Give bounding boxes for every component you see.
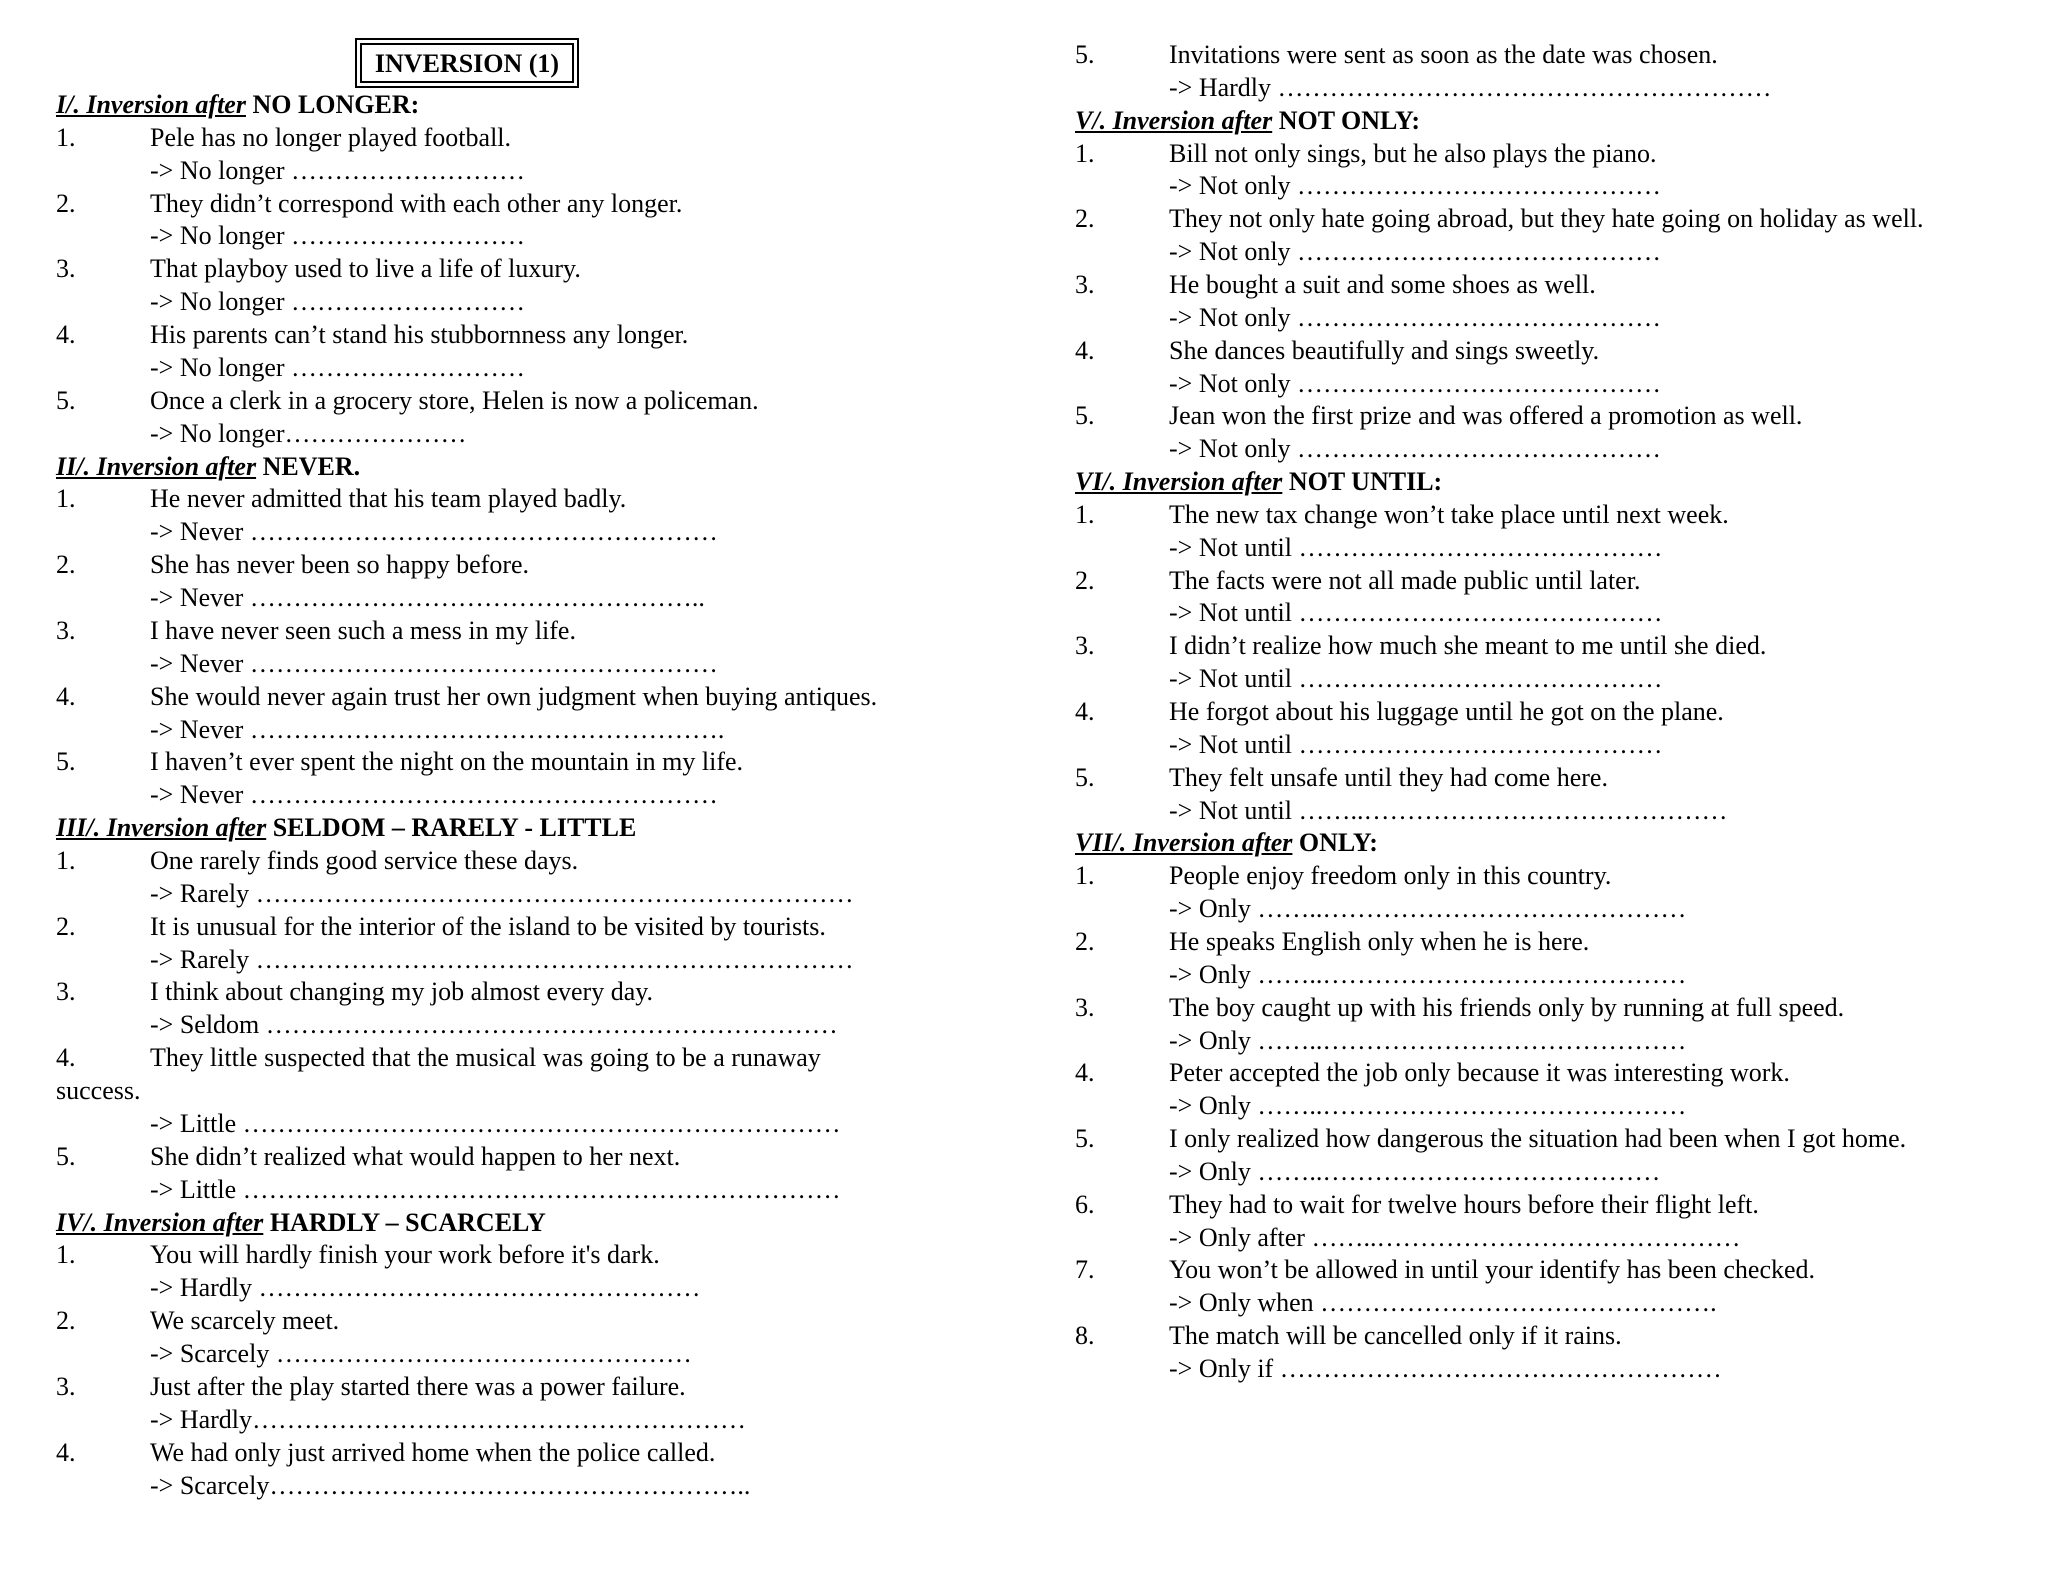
item-number: 5. — [56, 385, 76, 415]
answer-prompt: -> Never ………………………………………………. — [150, 714, 725, 744]
item-sentence: One rarely finds good service these days. — [150, 846, 579, 875]
exercise-item — [56, 252, 1016, 285]
answer-line — [56, 417, 1016, 450]
answer-line — [56, 943, 1016, 976]
answer-prompt: -> Little …………………………………………………………… — [150, 1174, 841, 1204]
exercise-item — [56, 975, 1016, 1008]
item-sentence: You will hardly finish your work before it's dark. — [150, 1240, 660, 1270]
exercise-item — [1075, 1056, 2025, 1089]
section-header — [1075, 465, 1442, 498]
item-sentence: I only realized how dangerous the situation had been when I got home. — [1169, 1124, 1907, 1154]
answer-prompt: -> Only after ……..…………………………………… — [1169, 1222, 1741, 1252]
exercise-item — [1075, 1319, 2025, 1352]
answer-line — [56, 1008, 1016, 1041]
exercise-item — [56, 1436, 1016, 1469]
answer-prompt: -> Not only …………………………………… — [1169, 434, 1662, 464]
answer-prompt: -> No longer ……………………… — [150, 155, 526, 185]
answer-prompt: -> Hardly ………………………………………………… — [1169, 72, 1772, 102]
item-number: 4. — [1075, 697, 1095, 726]
answer-prompt: -> Not only …………………………………… — [1169, 368, 1662, 398]
exercise-item — [56, 745, 1016, 778]
exercise-item — [56, 910, 1016, 943]
item-number: 5. — [1075, 40, 1095, 69]
item-number: 5. — [1075, 762, 1095, 792]
item-number: 4. — [56, 681, 76, 711]
exercise-item — [56, 680, 1016, 713]
item-sentence: They didn’t correspond with each other any longer. — [150, 188, 683, 218]
section-header — [56, 811, 636, 844]
exercise-item — [56, 1238, 1016, 1271]
answer-line — [56, 515, 1016, 548]
answer-prompt: -> Not until …………………………………… — [1169, 729, 1663, 759]
exercise-item — [1075, 695, 2025, 728]
section-header-topic: NO LONGER: — [252, 90, 420, 119]
answer-prompt: -> Seldom ………………………………………………………… — [150, 1010, 838, 1040]
answer-line — [1075, 367, 2025, 400]
exercise-item — [1075, 991, 2025, 1024]
answer-line — [56, 581, 1016, 614]
answer-prompt: -> Not until …………………………………… — [1169, 664, 1663, 694]
exercise-item — [1075, 761, 2025, 794]
answer-prompt: -> Not until ……..…………………………………… — [1169, 795, 1728, 825]
exercise-item — [56, 482, 1016, 515]
item-sentence: It is unusual for the interior of the island to be visited by tourists. — [150, 911, 826, 941]
item-sentence: We scarcely meet. — [150, 1306, 340, 1336]
item-number: 3. — [56, 615, 76, 645]
exercise-item — [1075, 1188, 2025, 1221]
answer-line — [56, 1107, 1016, 1140]
exercise-item — [1075, 38, 2025, 71]
page-title: INVERSION (1) — [360, 43, 574, 83]
item-number: 3. — [56, 1371, 76, 1401]
answer-prompt: -> Never ……………………………………………… — [150, 517, 718, 547]
answer-prompt: -> No longer………………… — [150, 418, 467, 448]
item-sentence: Pele has no longer played football. — [150, 122, 512, 152]
item-sentence: They felt unsafe until they had come here. — [1169, 762, 1608, 792]
section-header-topic: NOT UNTIL: — [1288, 467, 1443, 497]
item-number: 5. — [56, 747, 76, 777]
answer-line — [1075, 1089, 2025, 1122]
exercise-item — [1075, 629, 2025, 662]
section-header-topic: ONLY: — [1298, 828, 1378, 858]
item-number: 3. — [1075, 269, 1095, 299]
answer-line — [56, 219, 1016, 252]
item-sentence: His parents can’t stand his stubbornness any longer. — [150, 320, 689, 350]
exercise-item — [1075, 1122, 2025, 1155]
answer-line — [56, 1337, 1016, 1370]
answer-line — [56, 351, 1016, 384]
answer-prompt: -> No longer ……………………… — [150, 352, 526, 382]
exercise-item — [1075, 334, 2025, 367]
item-sentence: I haven’t ever spent the night on the mountain in my life. — [150, 747, 744, 777]
item-sentence: I have never seen such a mess in my life. — [150, 615, 576, 645]
answer-line — [56, 877, 1016, 910]
answer-prompt: -> No longer ……………………… — [150, 287, 526, 317]
item-sentence-continued: success. — [56, 1076, 141, 1106]
answer-prompt: -> Rarely …………………………………………………………… — [150, 878, 854, 908]
answer-line — [1075, 958, 2025, 991]
exercise-item — [1075, 399, 2025, 432]
item-number: 4. — [1075, 335, 1095, 365]
item-number: 3. — [1075, 631, 1095, 661]
item-number: 4. — [56, 1043, 76, 1073]
item-sentence: He never admitted that his team played badly. — [150, 484, 627, 514]
answer-prompt: -> Scarcely……………………………………………….. — [150, 1470, 751, 1500]
answer-prompt: -> Only if …………………………………………… — [1169, 1354, 1722, 1383]
item-sentence: He speaks English only when he is here. — [1169, 926, 1590, 956]
answer-line — [56, 285, 1016, 318]
item-number: 2. — [56, 911, 76, 941]
item-number: 2. — [56, 550, 76, 580]
answer-prompt: -> Not only …………………………………… — [1169, 237, 1662, 267]
item-sentence: I think about changing my job almost every day. — [150, 977, 654, 1007]
item-number: 2. — [56, 1306, 76, 1336]
section-header — [56, 88, 419, 121]
answer-prompt: -> Only ……..………………………………… — [1169, 1156, 1661, 1186]
item-number: 1. — [1075, 861, 1095, 891]
title-box — [355, 38, 579, 88]
item-number: 1. — [1075, 499, 1095, 529]
answer-line — [56, 713, 1016, 746]
exercise-item — [56, 548, 1016, 581]
item-number: 5. — [56, 1141, 76, 1171]
item-number: 7. — [1075, 1255, 1095, 1285]
section-header — [56, 1206, 546, 1239]
answer-prompt: -> Only ……..…………………………………… — [1169, 1025, 1687, 1055]
answer-line — [1075, 892, 2025, 925]
item-sentence: The facts were not all made public until later. — [1169, 565, 1641, 595]
item-number: 5. — [1075, 401, 1095, 431]
section-header — [56, 450, 360, 483]
item-sentence: She didn’t realized what would happen to her next. — [150, 1141, 681, 1171]
item-sentence: They had to wait for twelve hours before their flight left. — [1169, 1189, 1759, 1219]
answer-line — [1075, 71, 2025, 104]
answer-line — [1075, 596, 2025, 629]
answer-prompt: -> Only ……..…………………………………… — [1169, 894, 1687, 924]
answer-prompt: -> Not until …………………………………… — [1169, 532, 1663, 562]
answer-line — [1075, 1286, 2025, 1319]
answer-prompt: -> Not until …………………………………… — [1169, 598, 1663, 628]
answer-line — [56, 778, 1016, 811]
answer-prompt: -> Hardly …………………………………………… — [150, 1273, 701, 1303]
exercise-item — [56, 121, 1016, 154]
item-sentence: That playboy used to live a life of luxury. — [150, 254, 581, 284]
item-sentence: Invitations were sent as soon as the date was chosen. — [1169, 40, 1718, 69]
answer-line — [1075, 235, 2025, 268]
item-number: 2. — [1075, 565, 1095, 595]
answer-prompt: -> Scarcely ………………………………………… — [150, 1339, 692, 1369]
item-sentence: People enjoy freedom only in this country. — [1169, 861, 1612, 891]
item-number: 2. — [1075, 204, 1095, 234]
answer-line — [1075, 531, 2025, 564]
section-header-label: II/. Inversion after — [56, 451, 257, 481]
section-header-topic: NOT ONLY: — [1278, 105, 1421, 135]
section-header — [1075, 826, 1378, 859]
item-sentence: The boy caught up with his friends only by running at full speed. — [1169, 992, 1845, 1022]
answer-prompt: -> Rarely …………………………………………………………… — [150, 944, 854, 974]
answer-prompt: -> Only ……..…………………………………… — [1169, 959, 1687, 989]
section-header-label: VI/. Inversion after — [1075, 467, 1283, 497]
item-sentence: You won’t be allowed in until your identify has been checked. — [1169, 1255, 1816, 1285]
item-number: 4. — [1075, 1058, 1095, 1088]
answer-line — [1075, 728, 2025, 761]
item-sentence: Just after the play started there was a power failure. — [150, 1371, 686, 1401]
item-sentence: We had only just arrived home when the police called. — [150, 1437, 716, 1467]
section-header-label: I/. Inversion after — [56, 90, 246, 119]
item-number: 1. — [56, 846, 76, 875]
item-number: 8. — [1075, 1321, 1095, 1351]
section-header-label: IV/. Inversion after — [56, 1207, 264, 1237]
section-header-label: III/. Inversion after — [56, 813, 267, 843]
item-sentence: He bought a suit and some shoes as well. — [1169, 269, 1596, 299]
answer-line — [56, 1271, 1016, 1304]
section-header-topic: NEVER. — [262, 451, 361, 481]
exercise-item — [56, 1140, 1016, 1173]
answer-line — [1075, 169, 2025, 202]
section-header-topic: SELDOM – RARELY - LITTLE — [272, 813, 637, 843]
answer-prompt: -> No longer ……………………… — [150, 221, 526, 251]
item-sentence: She has never been so happy before. — [150, 550, 530, 580]
exercise-item — [56, 1041, 1016, 1074]
section-header — [1075, 104, 1420, 137]
answer-prompt: -> Little …………………………………………………………… — [150, 1108, 841, 1138]
answer-prompt: -> Never …………………………………………….. — [150, 583, 705, 613]
exercise-item — [56, 1304, 1016, 1337]
item-sentence: She dances beautifully and sings sweetly. — [1169, 335, 1600, 365]
item-number: 3. — [56, 977, 76, 1007]
item-sentence: Jean won the first prize and was offered a promotion as well. — [1169, 401, 1803, 431]
exercise-item — [1075, 1253, 2025, 1286]
exercise-item — [1075, 859, 2025, 892]
exercise-item — [1075, 202, 2025, 235]
section-header-label: VII/. Inversion after — [1075, 828, 1293, 858]
answer-line — [1075, 1024, 2025, 1057]
exercise-item — [56, 318, 1016, 351]
item-number: 1. — [56, 1240, 76, 1270]
item-sentence: Peter accepted the job only because it was interesting work. — [1169, 1058, 1790, 1088]
exercise-item — [1075, 498, 2025, 531]
item-sentence: The match will be cancelled only if it rains. — [1169, 1321, 1622, 1351]
exercise-item — [1075, 268, 2025, 301]
item-number: 1. — [56, 484, 76, 514]
item-sentence: He forgot about his luggage until he got on the plane. — [1169, 697, 1724, 726]
answer-line — [56, 647, 1016, 680]
exercise-item — [56, 187, 1016, 220]
section-header-label: V/. Inversion after — [1075, 105, 1273, 135]
answer-line — [1075, 1221, 2025, 1254]
item-sentence: The new tax change won’t take place until next week. — [1169, 499, 1729, 529]
answer-line — [1075, 1155, 2025, 1188]
answer-prompt: -> Never ……………………………………………… — [150, 648, 718, 678]
item-number: 6. — [1075, 1189, 1095, 1219]
answer-line — [56, 1403, 1016, 1436]
answer-line — [56, 1469, 1016, 1502]
exercise-item — [56, 1370, 1016, 1403]
item-number: 2. — [1075, 926, 1095, 956]
exercise-item — [56, 384, 1016, 417]
answer-line — [1075, 301, 2025, 334]
item-sentence: They little suspected that the musical was going to be a runaway — [150, 1043, 821, 1073]
item-sentence: They not only hate going abroad, but they hate going on holiday as well. — [1169, 204, 1924, 234]
answer-prompt: -> Only when ………………………………………. — [1169, 1288, 1717, 1318]
item-number: 4. — [56, 1437, 76, 1467]
answer-prompt: -> Only ……..…………………………………… — [1169, 1091, 1687, 1121]
item-number: 1. — [56, 122, 76, 152]
item-number: 3. — [1075, 992, 1095, 1022]
item-sentence: I didn’t realize how much she meant to me until she died. — [1169, 631, 1767, 661]
exercise-item — [56, 614, 1016, 647]
section-header-topic: HARDLY – SCARCELY — [269, 1207, 546, 1237]
answer-line — [1075, 1352, 2025, 1385]
item-sentence: Bill not only sings, but he also plays the piano. — [1169, 138, 1657, 168]
item-number: 2. — [56, 188, 76, 218]
item-number: 3. — [56, 254, 76, 284]
answer-line — [1075, 662, 2025, 695]
answer-line — [56, 154, 1016, 187]
answer-prompt: -> Not only …………………………………… — [1169, 302, 1662, 332]
exercise-item — [1075, 925, 2025, 958]
answer-prompt: -> Hardly………………………………………………… — [150, 1404, 747, 1434]
item-sentence: Once a clerk in a grocery store, Helen is now a policeman. — [150, 385, 759, 415]
answer-line — [1075, 794, 2025, 827]
exercise-item — [56, 844, 1016, 877]
answer-line — [1075, 432, 2025, 465]
item-sentence: She would never again trust her own judgment when buying antiques. — [150, 681, 878, 711]
item-number: 4. — [56, 320, 76, 350]
answer-line — [56, 1173, 1016, 1206]
item-number: 5. — [1075, 1124, 1095, 1154]
item-number: 1. — [1075, 138, 1095, 168]
answer-prompt: -> Never ……………………………………………… — [150, 780, 718, 810]
exercise-item — [1075, 564, 2025, 597]
exercise-item — [1075, 137, 2025, 170]
answer-prompt: -> Not only …………………………………… — [1169, 171, 1662, 201]
